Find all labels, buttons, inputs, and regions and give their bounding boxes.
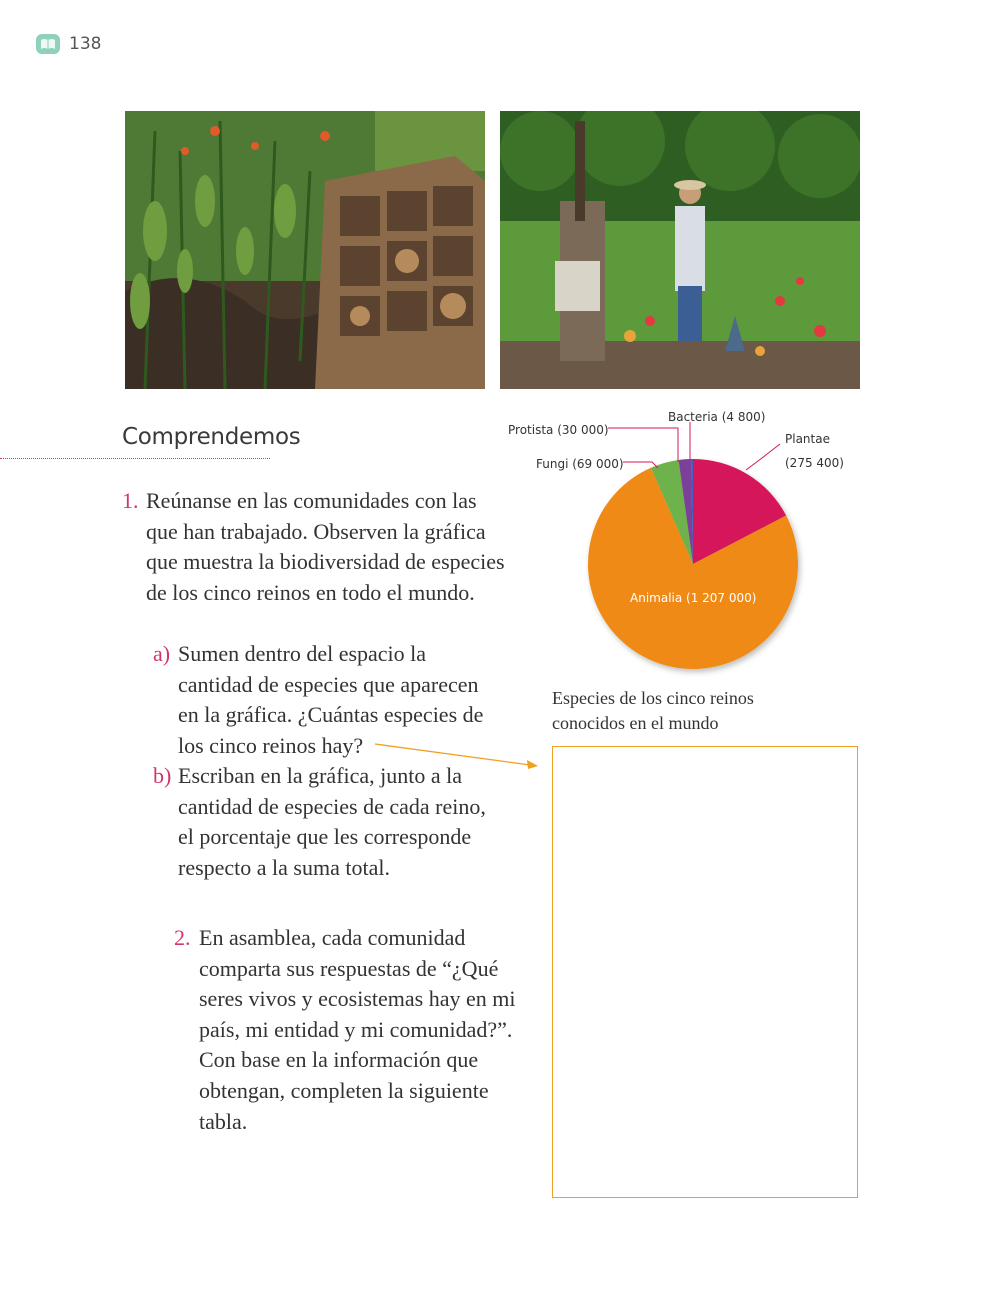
answer-box[interactable]	[552, 746, 858, 1198]
fungi-label: Fungi (69 000)	[536, 457, 624, 471]
question-number: 2.	[174, 925, 191, 950]
pie-chart	[500, 400, 880, 690]
plantae-value-label: (275 400)	[785, 456, 844, 470]
bacteria-label: Bacteria (4 800)	[668, 410, 766, 424]
page-header	[36, 34, 101, 54]
page-number: 138	[69, 34, 102, 54]
question-letter: b)	[153, 763, 172, 788]
arrow-icon	[370, 740, 550, 775]
question-text: En asamblea, cada comunidad comparta sus respuestas de “¿Qué seres vivos y ecosistemas hay en mi país, mi entidad y mi comunidad?”. Con base en la información que obtengan, completen la siguiente tabla.	[199, 925, 516, 1134]
section-title: Comprendemos	[122, 424, 301, 450]
plantae-leader	[746, 444, 780, 470]
question-text: Sumen dentro del espacio la cantidad de especies que aparecen en la gráfica. ¿Cuántas especies de los cinco reinos hay?	[178, 641, 484, 758]
question-text: Reúnanse en las comunidades con las que han trabajado. Observen la gráfica que muestra la biodiversidad de especies de los cinco reinos en todo el mundo.	[146, 488, 505, 605]
chart-caption-line-1: Especies de los cinco reinos	[552, 688, 754, 708]
insect-hotel-photo	[125, 111, 485, 389]
question-letter: a)	[153, 641, 171, 666]
garden-photo	[500, 111, 860, 389]
question-number: 1.	[122, 488, 139, 513]
question-1b	[153, 761, 498, 883]
question-text: Escriban en la gráfica, junto a la cantidad de especies de cada reino, el porcentaje que les corresponde respecto a la suma total.	[178, 763, 486, 880]
protista-label: Protista (30 000)	[508, 423, 609, 437]
book-icon	[36, 34, 60, 54]
chart-caption	[552, 686, 754, 736]
section-divider	[0, 458, 270, 459]
question-1	[122, 486, 506, 608]
chart-caption-line-2: conocidos en el mundo	[552, 713, 719, 733]
animalia-label: Animalia (1 207 000)	[630, 591, 757, 605]
question-2	[174, 923, 519, 1137]
plantae-label: Plantae	[785, 432, 830, 446]
